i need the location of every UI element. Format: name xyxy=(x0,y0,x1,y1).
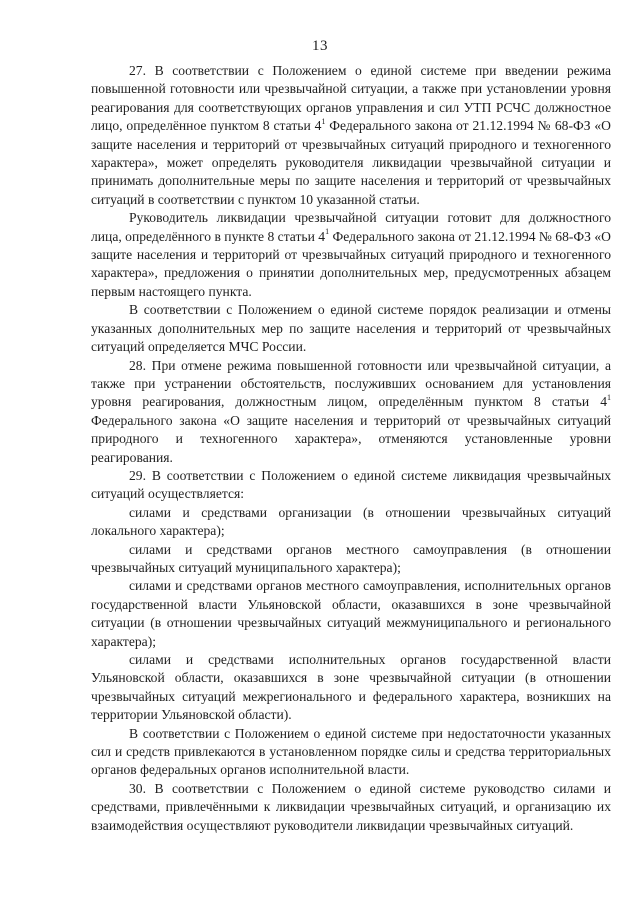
superscript: 1 xyxy=(325,227,330,237)
list-item-local: силами и средствами организации (в отношении чрезвычайных ситуаций локального характера); xyxy=(91,504,611,539)
superscript: 1 xyxy=(607,392,611,402)
superscript: 1 xyxy=(321,116,326,126)
paragraph-28: 28. При отмене режима повышенной готовности или чрезвычайной ситуации, а также при устранении обстоятельств, послуживших основанием для установления уровня реагирования, должностным лицом, определённым пунктом 8 статьи $4^1$ Федерального закона «О защите населения и территорий от чрезвычайных ситуаций природного и техногенного характера», отменяются установленные уровни реагирования. xyxy=(91,357,611,465)
paragraph-27-emercom: В соответствии с Положением о единой системе порядок реализации и отмены указанных дополнительных мер по защите населения и территорий от чрезвычайных ситуаций определяется МЧС России. xyxy=(91,302,611,355)
page-number: 13 xyxy=(312,38,328,54)
list-item-municipal: силами и средствами органов местного самоуправления (в отношении чрезвычайных ситуаций муниципального характера); xyxy=(91,541,611,575)
list-item-federal: силами и средствами исполнительных органов государственной власти Ульяновской области, оказавшихся в зоне чрезвычайной ситуации (в отношении чрезвычайных ситуаций межрегионального и федерального характера, возникших на территории Ульяновской области). xyxy=(91,652,611,723)
paragraph-30: 30. В соответствии с Положением о единой системе руководство силами и средствами, привлечёнными к ликвидации чрезвычайных ситуаций, и организацию их взаимодействия осуществляют руководители ликвидации чрезвычайных ситуаций. xyxy=(91,780,611,833)
paragraph-27-head-of-liquidation: Руководитель ликвидации чрезвычайной ситуации готовит для должностного лица, определённого в пункте 8 статьи $4^1$ Федерального закона от 21.12.1994 № 68-ФЗ «О защите населения и территорий от чрезвычайных ситуаций природного и техногенного характера», предложения о принятии дополнительных мер, предусмотренных абзацем первым настоящего пункта. xyxy=(91,210,611,299)
paragraph-27: 27. В соответствии с Положением о единой системе при введении режима повышенной готовности или чрезвычайной ситуации, а также при установлении уровня реагирования для соответствующих органов управления и сил УТП РСЧС должностное лицо, определённое пунктом 8 статьи $4^1$ Федерального закона от 21.12.1994 № 68-ФЗ «О защите населения и территорий от чрезвычайных ситуаций природного и техногенного характера», может определять руководителя ликвидации чрезвычайной ситуации и принимать дополнительные меры по защите населения и территорий от чрезвычайных ситуаций в соответствии с пунктом 10 указанной статьи. xyxy=(91,63,612,207)
list-item-regional: силами и средствами органов местного самоуправления, исполнительных органов государственной власти Ульяновской области, оказавшихся в зоне чрезвычайной ситуации (в отношении чрезвычайных ситуаций межмуниципального и регионального характера); xyxy=(91,578,611,649)
document-body xyxy=(91,62,611,835)
paragraph-29: 29. В соответствии с Положением о единой системе ликвидация чрезвычайных ситуаций осуществляется: xyxy=(91,467,611,502)
paragraph-29-insufficient-forces: В соответствии с Положением о единой системе при недостаточности указанных сил и средств привлекаются в установленном порядке силы и средства территориальных органов федеральных органов исполнительной власти. xyxy=(91,725,611,778)
